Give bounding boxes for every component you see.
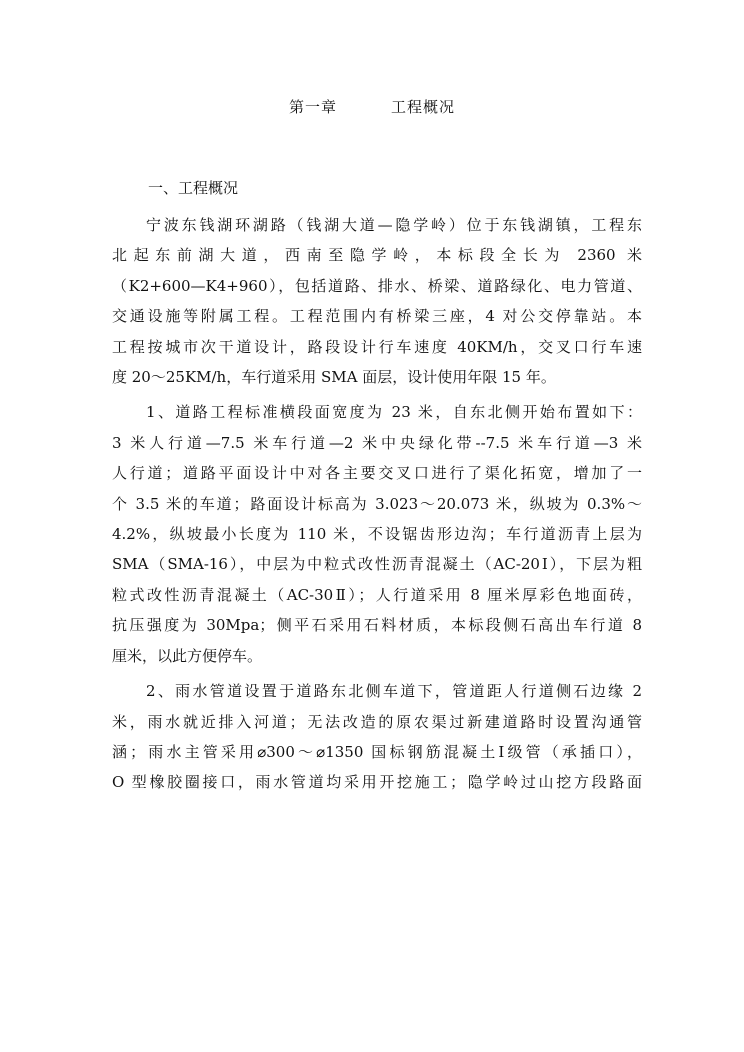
chapter-number: 第一章 [288,98,337,116]
text-line: （K2+600—K4+960），包括道路、排水、桥梁、道路绿化、电力管道、 [112,276,642,295]
text-line: 米，雨水就近排入河道；无法改造的原农渠过新建道路时设置沟通管 [112,712,642,731]
chapter-name: 工程概况 [391,98,456,116]
text-line: 宁波东钱湖环湖路（钱湖大道—隐学岭）位于东钱湖镇，工程东 [146,216,642,234]
text-line: 3 米人行道—7.5 米车行道—2 米中央绿化带--7.5 米车行道—3 米 [112,433,642,452]
text-line: O 型橡胶圈接口，雨水管道均采用开挖施工；隐学岭过山挖方段路面 [112,773,642,792]
text-line: 1、道路工程标准横段面宽度为 23 米，自东北侧开始布置如下： [146,403,642,422]
paragraph-drainage [112,676,642,798]
text-line: 抗压强度为 30Mpa；侧平石采用石料材质，本标段侧石高出车行道 8 [112,616,642,635]
document-body [112,210,642,803]
text-line: 度 20～25KM/h，车行道采用 SMA 面层，设计使用年限 15 年。 [112,368,556,387]
text-line: 粒式改性沥青混凝土（AC-30Ⅱ）；人行道采用 8 厘米厚彩色地面砖， [112,585,642,604]
paragraph-road [112,397,642,671]
text-line: 厘米，以此方便停车。 [112,646,263,665]
section-heading: 一、工程概况 [148,179,239,197]
text-line: 个 3.5 米的车道；路面设计标高为 3.023～20.073 米，纵坡为 0.3%～ [112,494,642,513]
text-line: 北起东前湖大道，西南至隐学岭，本标段全长为 2360 米 [112,246,642,265]
text-line: SMA（SMA-16），中层为中粒式改性沥青混凝土（AC-20Ⅰ），下层为粗 [112,555,642,574]
paragraph-overview [112,210,642,392]
text-line: 4.2%，纵坡最小长度为 110 米，不设锯齿形边沟；车行道沥青上层为 [112,525,642,544]
text-line: 工程按城市次干道设计，路段设计行车速度 40KM/h，交叉口行车速 [112,337,642,356]
chapter-title [0,96,744,117]
text-line: 人行道；道路平面设计中对各主要交叉口进行了渠化拓宽，增加了一 [112,464,642,483]
text-line: 涵；雨水主管采用⌀300～⌀1350 国标钢筋混凝土Ⅰ级管（承插口）， [112,742,642,761]
text-line: 2、雨水管道设置于道路东北侧车道下，管道距人行道侧石边缘 2 [146,682,642,701]
text-line: 交通设施等附属工程。工程范围内有桥梁三座，4 对公交停靠站。本 [112,307,642,326]
